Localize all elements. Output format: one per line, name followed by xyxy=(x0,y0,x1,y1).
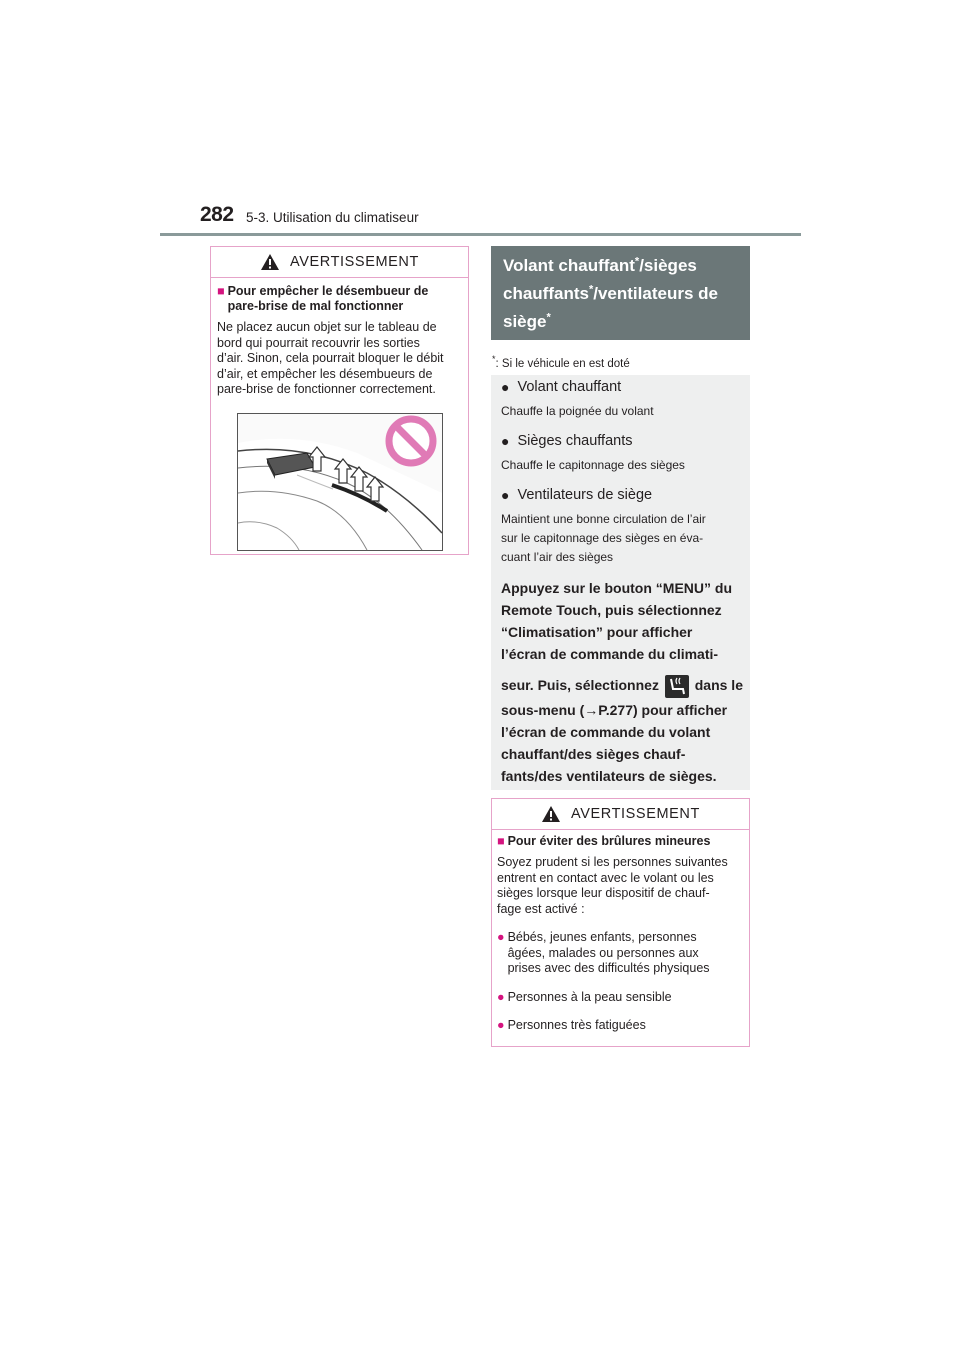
warning-body-line: d’air, et empêcher les désembueurs de xyxy=(217,366,433,381)
warning-bullet-line: Personnes à la peau sensible xyxy=(507,989,672,1004)
warning-body-line: Soyez prudent si les personnes suivantes xyxy=(497,855,728,869)
warning-bullet-line: Bébés, jeunes enfants, personnes xyxy=(507,930,697,944)
warning-triangle-icon xyxy=(541,805,561,823)
feature-title: Ventilateurs de siège xyxy=(517,487,653,503)
feature-item xyxy=(501,433,685,475)
warning-subtitle-line: pare-brise de mal fonctionner xyxy=(227,299,404,313)
footnote-mark: * xyxy=(492,354,496,364)
warning-title: AVERTISSEMENT xyxy=(290,254,419,270)
warning-header xyxy=(492,799,749,830)
instruction-line: chauffant/des sièges chauf- xyxy=(501,746,686,762)
heading-footnote-mark: * xyxy=(546,311,551,324)
circle-bullet-icon: ● xyxy=(497,1018,505,1032)
warning-title: AVERTISSEMENT xyxy=(571,806,700,822)
warning-box-burns xyxy=(491,798,750,1047)
heading-text: siège xyxy=(503,312,547,331)
heading-text: /ventilateurs de xyxy=(593,284,718,303)
feature-title: Volant chauffant xyxy=(517,379,622,395)
instruction-line: l’écran de commande du climati- xyxy=(501,646,719,662)
heading-footnote-mark: * xyxy=(634,255,640,268)
footnote-text: : Si le véhicule en est doté xyxy=(495,357,630,370)
page-number: 282 xyxy=(200,203,234,226)
heading-text: /sièges xyxy=(639,256,697,275)
feature-item xyxy=(501,379,654,421)
warning-box-defroster xyxy=(210,246,469,555)
warning-body-line: pare-brise de fonctionner correctement. xyxy=(217,382,436,396)
circle-bullet-icon: ● xyxy=(497,930,505,944)
bullet-icon: ● xyxy=(501,487,510,503)
instruction-line: sous-menu (→P.277) pour afficher xyxy=(501,702,728,718)
instruction-line: l’écran de commande du volant xyxy=(501,724,711,740)
warning-body-line: entrent en contact avec le volant ou les xyxy=(497,870,714,885)
warning-body-line: Ne placez aucun objet sur le tableau de xyxy=(217,320,437,334)
instruction-line: Appuyez sur le bouton “MENU” du xyxy=(501,580,732,596)
section-heading xyxy=(491,246,750,340)
square-bullet-icon: ■ xyxy=(217,284,225,298)
section-title: 5-3. Utilisation du climatiseur xyxy=(246,210,419,225)
feature-title: Sièges chauffants xyxy=(517,433,633,449)
warning-body-line: d’air. Sinon, cela pourrait bloquer le débit xyxy=(217,351,444,365)
bullet-icon: ● xyxy=(501,433,510,449)
square-bullet-icon: ■ xyxy=(497,834,505,848)
warning-triangle-icon xyxy=(260,253,280,271)
heading-text: Volant chauffant xyxy=(503,256,635,275)
heading-text: chauffants xyxy=(503,284,589,303)
warning-bullet-item xyxy=(497,1018,744,1034)
feature-desc: cuant l’air des sièges xyxy=(501,550,614,564)
heading-footnote-mark: * xyxy=(588,283,594,296)
warning-bullet-item xyxy=(497,990,744,1006)
footnote xyxy=(492,354,630,370)
feature-desc: sur le capitonnage des sièges en éva- xyxy=(501,531,704,545)
warning-subtitle xyxy=(497,834,744,849)
warning-bullet-line: âgées, malades ou personnes aux xyxy=(507,945,699,960)
warning-bullet-line: Personnes très fatiguées xyxy=(507,1018,646,1032)
warning-subtitle-line: Pour empêcher le désembueur de xyxy=(227,284,429,298)
warning-subtitle-text: Pour éviter des brûlures mineures xyxy=(507,834,711,848)
header-rule xyxy=(160,233,801,236)
features-panel xyxy=(491,375,750,790)
instruction-line: dans le xyxy=(694,677,743,693)
warning-bullet-item xyxy=(497,930,744,977)
instruction-line: fants/des ventilateurs de sièges. xyxy=(501,768,717,784)
seat-heater-icon xyxy=(665,675,689,698)
warning-body xyxy=(497,855,744,917)
prohibition-icon xyxy=(389,419,433,463)
warning-subtitle xyxy=(217,284,462,314)
feature-item xyxy=(501,487,706,567)
instruction-line: Remote Touch, puis sélectionnez xyxy=(501,602,722,618)
dashboard-illustration xyxy=(237,413,443,551)
warning-body xyxy=(217,320,462,398)
warning-body-line: fage est activé : xyxy=(497,901,585,916)
instruction-line: “Climatisation” pour afficher xyxy=(501,624,693,640)
instruction-line: seur. Puis, sélectionnez xyxy=(501,677,659,693)
warning-body-line: sièges lorsque leur dispositif de chauf- xyxy=(497,886,710,900)
circle-bullet-icon: ● xyxy=(497,989,505,1004)
warning-body-line: bord qui pourrait recouvrir les sorties xyxy=(217,335,420,350)
feature-desc: Chauffe le capitonnage des sièges xyxy=(501,458,685,472)
instruction-text xyxy=(501,577,746,787)
warning-bullet-line: prises avec des difficultés physiques xyxy=(507,961,710,975)
warning-header xyxy=(211,247,468,278)
bullet-icon: ● xyxy=(501,379,510,395)
feature-desc: Chauffe la poignée du volant xyxy=(501,404,654,418)
feature-desc: Maintient une bonne circulation de l’air xyxy=(501,512,706,526)
